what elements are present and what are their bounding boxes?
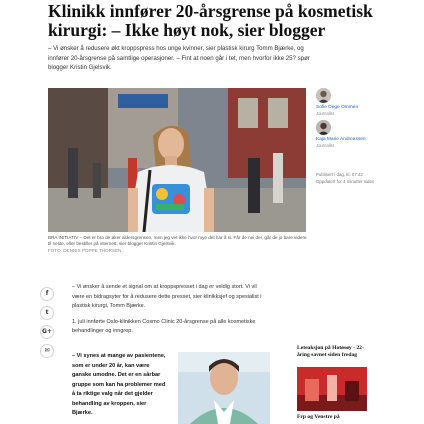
author-name[interactable]: Sofie Dege Ommen [316,105,359,110]
article-body [72,283,262,343]
related-link[interactable]: Frp og Venstre på [297,414,340,420]
related-articles [297,345,367,421]
caption-text: BRA INITIATIV – Det er bra de øker aldersgrensen, men jeg vet ikke hvor mye det har å si. Får de nei der, går de jo bare videre til neste, eller bestiller på internett, sier blogger Kristin Gjelsvik. [48,235,307,247]
author-role: Journalist [316,111,334,116]
updated-date: Oppdatert for 4 minutter siden [316,178,375,184]
inline-image[interactable] [178,352,270,424]
pull-quote: – Vi synes at mange av pasientene, som er under 20 år, kan være ganske umodne. Det er en sårbar gruppe som kan ha problemer med å ta riktige valg når det gjelder behandling av kroppen, sier Bjærke. [72,353,166,416]
photo-credit: FOTO: DENNIS POPPE THORSEN [48,247,122,253]
byline [316,88,416,152]
image-caption [48,235,308,254]
body-paragraph: – Vi ønsker å sende et signal om at kroppspresset i dag er veldig stort. Vi vil være en bidragsyter for å redusere dette presset, sier klinikksjef og spesialist i plastisk kirurgi, Tomm Bjærke. [72,284,262,310]
body-paragraph: 1. juli innførte Oslo-klinikken Cosmo Clinic 20-årsgrense på alle kosmetiske behandlinger og inngrep. [72,318,256,335]
article-lead: – Vi ønsker å redusere økt kroppspress hos unge kvinner, sier plastisk kirurg Tomm Bjærke, og innfører 20-årsgrense på samtlige operasjoner. – Fint at noen går i tet, men hvorfor ikke 25? spør blogger Kristin Gjelsvik. [48,45,310,72]
author-avatar [316,120,331,135]
published-date: Publisert i dag, kl. 07:42 [316,172,363,177]
hero-image[interactable] [48,88,306,232]
article-headline: Klinikk innfører 20-årsgrense på kosmetisk kirurgi: – Ikke høyt nok, sier blogger [48,1,373,40]
author-avatar [316,88,331,103]
author-1[interactable] [316,88,416,120]
related-link[interactable]: Leteaksjon på Hotøsøy - 22-åring savnet siden fredag [297,345,364,358]
share-bar [40,287,54,363]
author-2[interactable] [316,120,416,152]
author-name[interactable]: Kaja Marie Andreassen [316,137,366,142]
author-role: Journalist [316,143,334,148]
email-icon[interactable]: ✉ [40,344,54,358]
related-thumbnail[interactable] [297,367,367,411]
twitter-icon[interactable]: t [40,306,54,320]
googleplus-icon[interactable]: G+ [40,325,54,339]
publish-info [316,172,416,185]
facebook-icon[interactable]: f [40,287,54,301]
